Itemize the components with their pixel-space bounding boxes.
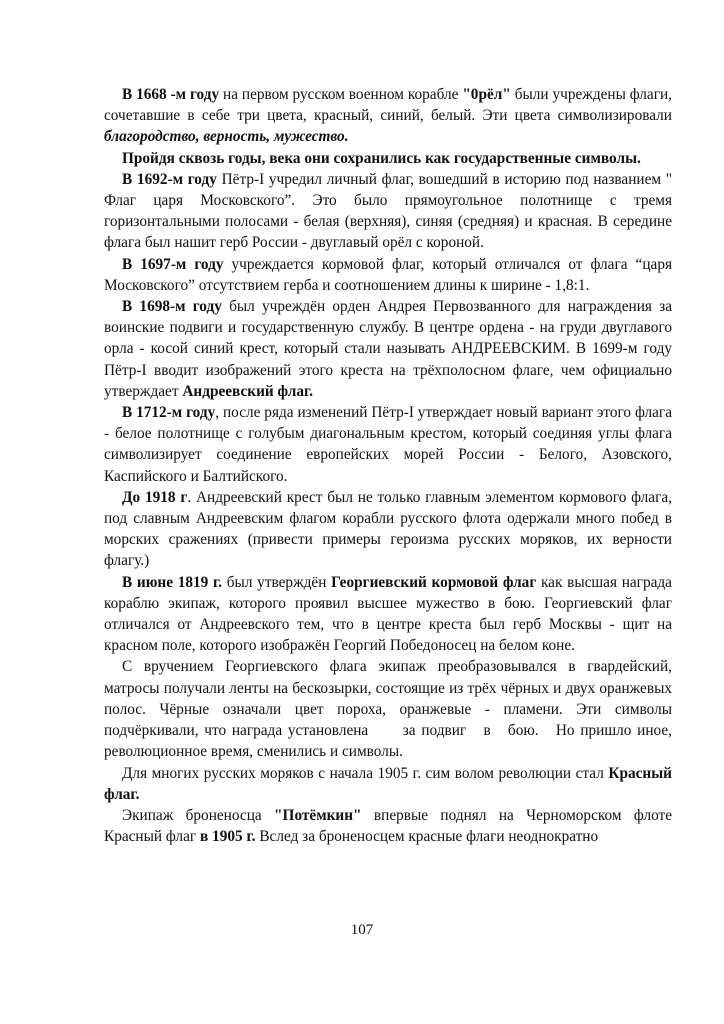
- text-run: Вслед за броненосцем красные флаги неоднократно: [255, 828, 599, 846]
- text-run: В июне 1819 г.: [122, 573, 223, 591]
- paragraph-guard: [104, 656, 676, 762]
- text-run: "0рёл": [462, 86, 511, 103]
- paragraph-symbols: [104, 148, 672, 169]
- text-run: В 1668 -м году: [122, 86, 220, 103]
- paragraph-1918: [104, 487, 672, 572]
- text-run: . Андреевский крест был не только главным элементом кормового флага, под славным Андреевским флагом корабли русского флота одержали много побед в морских сражениях (привести примеры героизма русских моряков, их верности флагу.): [104, 488, 672, 570]
- text-run: Пётр-I учредил личный флаг, вошедший в историю под названием " Флаг царя Московского”. Это было прямоугольное полотнище с тремя горизонтальными полосами - белая (верхняя), синяя (средняя) и красная. В середине флага был нашит герб России - двуглавый орёл с короной.: [104, 170, 672, 252]
- paragraph-1668: [104, 84, 672, 148]
- paragraph-1905: [104, 763, 672, 805]
- text-run: Для многих русских моряков с начала 1905 г. сим волом революции стал: [122, 764, 609, 782]
- text-run: , после ряда изменений Пётр-I утверждает новый вариант этого флага - белое полотнище с голубым диагональным крестом, который соединяя углы флага символизирует соединение европейских морей России - Белого, Азовского, Каспийского и Балтийского.: [104, 404, 672, 485]
- text-run: был учреждён орден Андрея Первозванного для награждения за воинские подвиги и государственную службу. В центре ордена - на груди двуглавого орла - косой синий крест, который стали называть АНДРЕЕВСКИМ. В 1699-м году Пётр-I вводит изображений этого креста на трёхполосном флаге, чем официально утверждает: [104, 298, 672, 400]
- text-run: Андреевский флаг.: [182, 382, 314, 400]
- paragraph-1697: [104, 254, 672, 296]
- text-run: В 1712-м году: [122, 404, 216, 422]
- page-body: [104, 84, 676, 847]
- text-run: В 1698-м году: [122, 298, 222, 316]
- text-run: в 1905 г.: [199, 828, 256, 846]
- paragraph-1819: [104, 572, 672, 657]
- text-run: Георгиевский кормовой флаг: [331, 573, 537, 591]
- text-run: "Потёмкин": [274, 806, 362, 824]
- text-run: впервые поднял на Черноморском флоте Красный флаг: [104, 806, 673, 846]
- paragraph-1712: [104, 402, 672, 487]
- text-run: был утверждён: [222, 573, 332, 591]
- text-run: благородство, верность, мужество.: [104, 128, 349, 146]
- text-run: Пройдя сквозь годы, века они сохранились как государственные символы.: [122, 149, 641, 167]
- page-number: 107: [350, 922, 374, 938]
- text-run: на первом русском военном корабле: [219, 86, 463, 103]
- text-run: Экипаж броненосца: [122, 806, 275, 824]
- text-run: С вручением Георгиевского флага экипаж преобразовывался в гвардейский, матросы получали ленты на бескозырки, состоящие из трёх чёрных и двух оранжевых полос. Чёрные означали цвет пороха, оранжевые - пламени. Эти символы подчёркивали, что награда установлена за подвиг в бою. Но пришло иное, революционное время, сменились и символы.: [104, 658, 676, 761]
- text-run: как высшая награда кораблю экипаж, которого проявил высшее мужество в бою. Георгиевский флаг отличался от Андреевского тем, что в центре креста был герб Москвы - щит на красном поле, которого изображён Георгий Победоносец на белом коне.: [104, 573, 672, 655]
- paragraph-1698: [104, 296, 672, 402]
- text-run: В 1692-м году: [122, 170, 217, 188]
- paragraph-potemkin: [104, 805, 672, 847]
- paragraph-1692: [104, 169, 672, 254]
- text-run: учреждается кормовой флаг, который отличался от флага “царя Московского” отсутствием герба и соотношением длины к ширине - 1,8:1.: [104, 255, 672, 294]
- text-run: До 1918 г: [122, 488, 188, 506]
- text-run: Красный флаг.: [104, 764, 672, 803]
- text-run: были учреждены флаги, сочетавшие в себе три цвета, красный, синий, белый. Эти цвета символизировали: [104, 86, 672, 125]
- text-run: В 1697-м году: [122, 255, 224, 273]
